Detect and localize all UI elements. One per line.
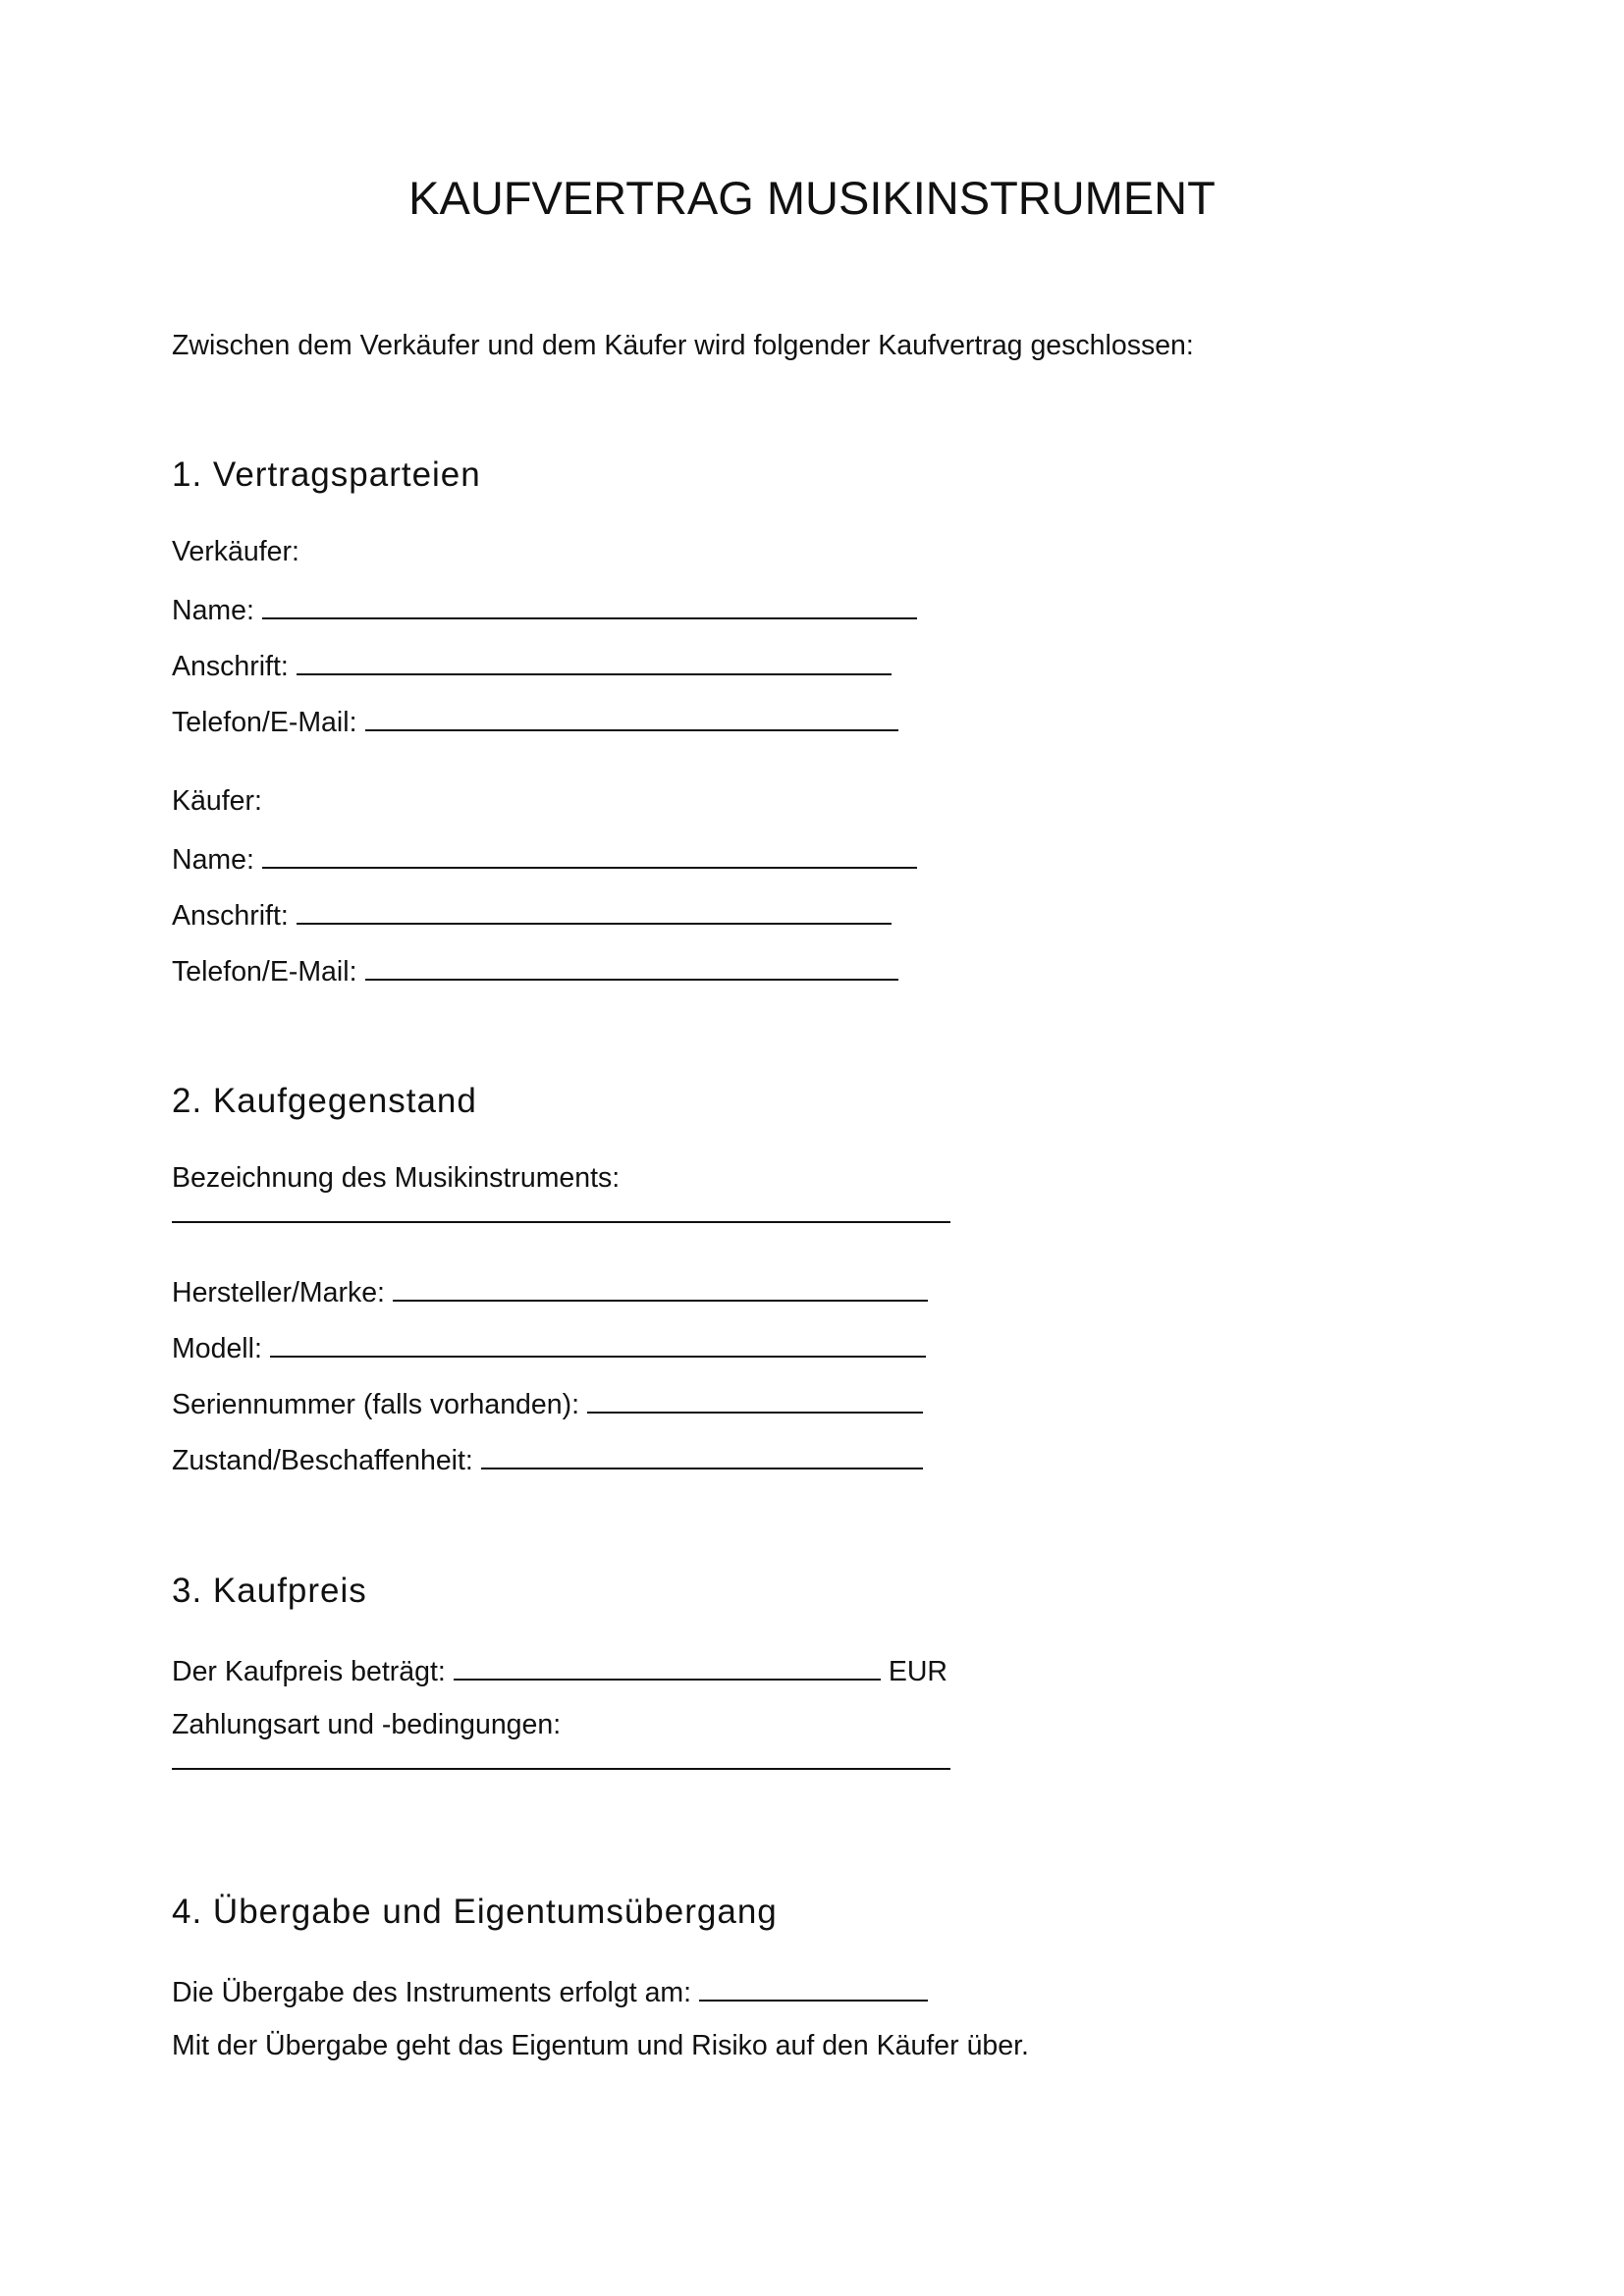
designation-field[interactable] <box>172 1221 950 1223</box>
buyer-address-field[interactable] <box>297 893 892 925</box>
buyer-name-row <box>172 837 917 880</box>
serial-row <box>172 1382 923 1424</box>
section-heading-object: 2. Kaufgegenstand <box>172 1082 477 1120</box>
buyer-contact-label: Telefon/E-Mail: <box>172 956 357 988</box>
condition-label: Zustand/Beschaffenheit: <box>172 1445 473 1476</box>
seller-name-field[interactable] <box>262 588 917 619</box>
model-label: Modell: <box>172 1333 262 1364</box>
payment-label: Zahlungsart und -bedingungen: <box>172 1709 562 1740</box>
price-label: Der Kaufpreis beträgt: <box>172 1656 446 1687</box>
buyer-label: Käufer: <box>172 785 262 817</box>
manufacturer-field[interactable] <box>393 1270 928 1302</box>
serial-label: Seriennummer (falls vorhanden): <box>172 1389 580 1420</box>
buyer-contact-field[interactable] <box>365 949 898 981</box>
handover-row <box>172 1970 928 2012</box>
seller-contact-field[interactable] <box>365 700 898 731</box>
designation-label: Bezeichnung des Musikinstruments: <box>172 1162 621 1194</box>
manufacturer-label: Hersteller/Marke: <box>172 1277 385 1308</box>
price-field[interactable] <box>454 1649 881 1681</box>
manufacturer-row <box>172 1270 928 1312</box>
seller-address-label: Anschrift: <box>172 651 289 682</box>
seller-contact-row <box>172 700 898 742</box>
seller-contact-label: Telefon/E-Mail: <box>172 707 357 738</box>
seller-address-row <box>172 644 892 686</box>
document-title: KAUFVERTRAG MUSIKINSTRUMENT <box>408 172 1216 224</box>
section-heading-parties: 1. Vertragsparteien <box>172 455 481 494</box>
payment-field[interactable] <box>172 1768 950 1770</box>
buyer-contact-row <box>172 949 898 991</box>
seller-address-field[interactable] <box>297 644 892 675</box>
transfer-text: Mit der Übergabe geht das Eigentum und Risiko auf den Käufer über. <box>172 2030 1029 2061</box>
handover-date-field[interactable] <box>699 1970 928 2002</box>
section-heading-handover: 4. Übergabe und Eigentumsübergang <box>172 1893 778 1931</box>
buyer-address-row <box>172 893 892 935</box>
seller-name-row <box>172 588 917 630</box>
buyer-name-label: Name: <box>172 844 254 876</box>
currency-label: EUR <box>888 1656 947 1687</box>
serial-field[interactable] <box>587 1382 923 1414</box>
price-row <box>172 1649 947 1691</box>
handover-label: Die Übergabe des Instruments erfolgt am: <box>172 1977 692 2008</box>
seller-label: Verkäufer: <box>172 536 299 567</box>
condition-field[interactable] <box>481 1438 923 1469</box>
buyer-address-label: Anschrift: <box>172 900 289 932</box>
condition-row <box>172 1438 923 1480</box>
buyer-name-field[interactable] <box>262 837 917 869</box>
model-field[interactable] <box>270 1326 926 1358</box>
intro-text: Zwischen dem Verkäufer und dem Käufer wird folgender Kaufvertrag geschlossen: <box>172 330 1194 361</box>
model-row <box>172 1326 926 1368</box>
section-heading-price: 3. Kaufpreis <box>172 1572 367 1610</box>
seller-name-label: Name: <box>172 595 254 626</box>
